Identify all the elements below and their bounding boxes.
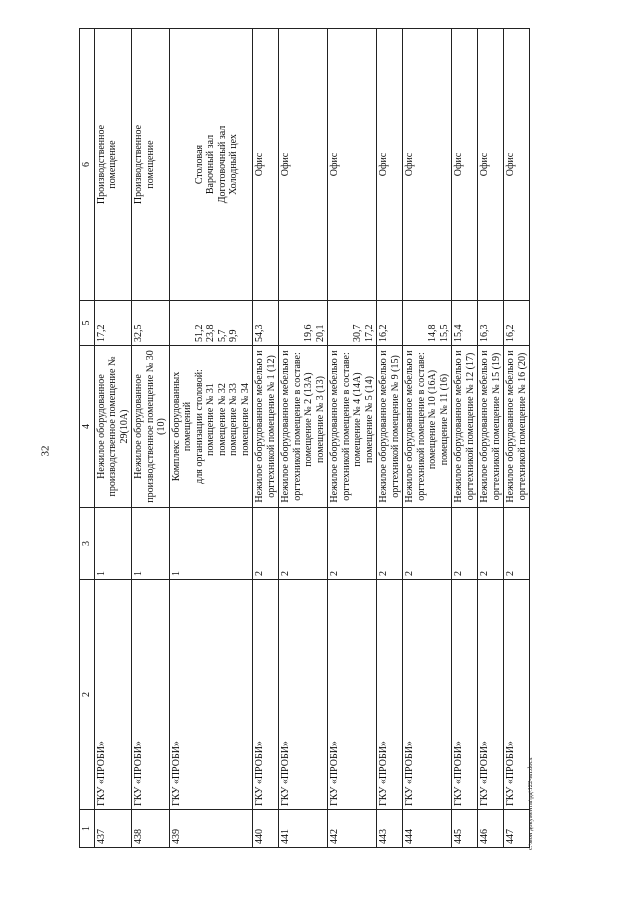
header-cell-1: 1: [80, 810, 95, 848]
organization-name: ГКУ «ПРОБИ»: [280, 741, 291, 806]
floor-value: 2: [479, 571, 490, 576]
row-number-cell: [452, 810, 478, 848]
floor-cell: [478, 508, 504, 580]
description-cell: [253, 346, 279, 508]
area-value: 17,2: [95, 324, 107, 342]
description-line: оргтехникой помещение в составе:: [340, 352, 352, 501]
description-line: оргтехникой помещение № 16 (20): [516, 352, 528, 501]
page-number: 32: [39, 445, 52, 457]
description-line: производственное помещение № 29(10А): [107, 356, 130, 497]
description-line: помещение № 10 (16А): [427, 369, 438, 470]
organization-cell: [403, 580, 452, 810]
description-line: оргтехникой помещение № 15 (19): [490, 352, 502, 501]
description-line: Нежилое оборудованное мебелью и: [505, 350, 516, 503]
organization-name: ГКУ «ПРОБИ»: [329, 741, 340, 806]
table-row: [504, 29, 530, 848]
table-row: [452, 29, 478, 848]
description-line: помещение № 5 (14): [363, 376, 375, 463]
purpose-line: Холодный цех: [228, 134, 239, 195]
organization-name: ГКУ «ПРОБИ»: [505, 741, 516, 806]
floor-value: 1: [170, 571, 182, 576]
table-row: [253, 29, 279, 848]
floor-cell: [279, 508, 328, 580]
organization-name: ГКУ «ПРОБИ»: [95, 741, 107, 806]
area-value: 30,7: [352, 324, 363, 342]
row-number-cell: [132, 810, 170, 848]
purpose-line: Офис: [254, 152, 265, 177]
area-value: 16,2: [378, 324, 389, 342]
area-value: 14,8: [427, 324, 438, 342]
floor-cell: [132, 508, 170, 580]
row-number-cell: [478, 810, 504, 848]
row-number: 440: [254, 829, 265, 844]
row-number: 441: [280, 829, 291, 844]
description-line: Комплекс оборудованных помещений: [170, 371, 193, 482]
purpose-line: Офис: [505, 152, 516, 177]
purpose-cell: [169, 29, 253, 301]
description-line: Нежилое оборудованное мебелью и: [280, 350, 291, 503]
description-line: помещение № 33: [228, 383, 239, 456]
floor-cell: [94, 508, 132, 580]
spacer: [280, 304, 292, 342]
purpose-line: Производственное: [95, 124, 107, 205]
area-cell: [328, 301, 377, 346]
description-cell: [132, 346, 170, 508]
purpose-line: Доготовочный зал: [216, 125, 228, 204]
organization-cell: [94, 580, 132, 810]
description-line: Нежилое оборудованное мебелью и: [479, 350, 490, 503]
organization-cell: [504, 580, 530, 810]
row-number-cell: [94, 810, 132, 848]
description-line: производственное помещение № 30: [144, 350, 156, 503]
purpose-cell: [478, 29, 504, 301]
header-cell-4: 4: [80, 346, 95, 508]
description-cell: [328, 346, 377, 508]
organization-name: ГКУ «ПРОБИ»: [453, 741, 464, 806]
spacer: [416, 304, 428, 342]
description-cell: [452, 346, 478, 508]
description-cell: [504, 346, 530, 508]
floor-value: 1: [133, 571, 144, 576]
table-body: [94, 29, 530, 848]
organization-cell: [132, 580, 170, 810]
area-cell: [253, 301, 279, 346]
description-line: (10): [156, 418, 167, 435]
organization-cell: [169, 580, 253, 810]
area-cell: [403, 301, 452, 346]
purpose-cell: [377, 29, 403, 301]
floor-value: 2: [329, 571, 340, 576]
area-cell: [279, 301, 328, 346]
organization-cell: [328, 580, 377, 810]
header-cell-6: 6: [80, 29, 95, 301]
description-line: оргтехникой помещение № 9 (15): [389, 355, 401, 498]
description-cell: [377, 346, 403, 508]
description-line: оргтехникой помещение в составе:: [415, 352, 427, 501]
area-value: 20,1: [314, 324, 326, 342]
organization-cell: [253, 580, 279, 810]
area-cell: [132, 301, 170, 346]
area-value: 15,5: [438, 324, 450, 342]
description-cell: [279, 346, 328, 508]
description-line: помещение № 3 (13): [314, 376, 326, 463]
description-line: оргтехникой помещение № 12 (17): [464, 352, 476, 501]
area-value: 16,3: [479, 324, 490, 342]
table-row: [478, 29, 504, 848]
floor-value: 2: [378, 571, 389, 576]
purpose-line: Офис: [280, 152, 291, 177]
floor-cell: [328, 508, 377, 580]
spacer: [292, 304, 304, 342]
description-line: оргтехникой помещение № 1 (12): [265, 355, 277, 498]
area-value: 19,6: [303, 324, 314, 342]
spacer: [404, 304, 416, 342]
floor-value: 2: [453, 571, 464, 576]
description-line: Нежилое оборудованное: [133, 374, 144, 479]
header-cell-2: 2: [80, 580, 95, 810]
floor-cell: [452, 508, 478, 580]
floor-cell: [253, 508, 279, 580]
description-line: помещение № 11 (16): [438, 373, 450, 466]
organization-cell: [452, 580, 478, 810]
floor-cell: [403, 508, 452, 580]
table-row: [403, 29, 452, 848]
area-cell: [452, 301, 478, 346]
purpose-line: Офис: [329, 152, 340, 177]
table-row: [132, 29, 170, 848]
area-cell: [94, 301, 132, 346]
description-line: помещение № 32: [216, 383, 228, 456]
purpose-cell: [403, 29, 452, 301]
description-line: Нежилое оборудованное мебелью и: [254, 350, 265, 503]
row-number: 447: [505, 829, 516, 844]
table-row: [94, 29, 132, 848]
description-line: помещение № 31: [205, 383, 216, 456]
table-row: [377, 29, 403, 848]
description-line: Нежилое оборудованное мебелью и: [378, 350, 389, 503]
floor-cell: [169, 508, 253, 580]
purpose-cell: [328, 29, 377, 301]
purpose-line: Офис: [479, 152, 490, 177]
table-header-row: [80, 29, 95, 848]
spacer: [341, 304, 353, 342]
purpose-cell: [279, 29, 328, 301]
purpose-cell: [452, 29, 478, 301]
organization-name: ГКУ «ПРОБИ»: [479, 741, 490, 806]
spacer: [329, 304, 341, 342]
premises-table: [79, 28, 530, 848]
area-cell: [377, 301, 403, 346]
area-value: 51,2: [193, 324, 205, 342]
purpose-cell: [94, 29, 132, 301]
area-value: 15,4: [453, 324, 464, 342]
row-number-cell: [328, 810, 377, 848]
floor-value: 2: [404, 571, 415, 576]
row-number: 445: [453, 829, 464, 844]
organization-name: ГКУ «ПРОБИ»: [133, 741, 144, 806]
spacer: [182, 304, 194, 342]
purpose-cell: [253, 29, 279, 301]
description-line: помещение № 2 (13А): [303, 372, 314, 467]
floor-cell: [377, 508, 403, 580]
floor-value: 1: [95, 571, 107, 576]
table-row: [169, 29, 253, 848]
description-cell: [403, 346, 452, 508]
purpose-line: помещение: [144, 140, 156, 189]
spacer: [182, 32, 194, 297]
organization-name: ГКУ «ПРОБИ»: [378, 741, 389, 806]
area-cell: [504, 301, 530, 346]
row-number: 444: [404, 829, 415, 844]
area-value: 54,3: [254, 324, 265, 342]
description-cell: [478, 346, 504, 508]
description-line: оргтехникой помещение в составе:: [291, 352, 303, 501]
row-number-cell: [169, 810, 253, 848]
purpose-line: Столовая: [193, 144, 205, 185]
description-line: Нежилое оборудованное мебелью и: [329, 350, 340, 503]
purpose-line: Офис: [378, 152, 389, 177]
area-cell: [169, 301, 253, 346]
area-value: 17,2: [363, 324, 375, 342]
area-cell: [478, 301, 504, 346]
description-cell: [169, 346, 253, 508]
table-row: [279, 29, 328, 848]
row-number-cell: [504, 810, 530, 848]
area-value: 32,5: [133, 324, 144, 342]
header-cell-3: 3: [80, 508, 95, 580]
row-number-cell: [403, 810, 452, 848]
purpose-line: Офис: [453, 152, 464, 177]
purpose-line: Производственное: [133, 124, 144, 205]
purpose-line: помещение: [107, 140, 118, 189]
organization-cell: [478, 580, 504, 810]
row-number-cell: [253, 810, 279, 848]
area-value: 9,9: [228, 329, 239, 342]
footer-file-path: c:\мои документы\рд\122-ип.docx: [527, 757, 534, 850]
row-number: 446: [479, 829, 490, 844]
purpose-line: Офис: [404, 152, 415, 177]
description-line: для организации столовой:: [193, 369, 205, 484]
purpose-line: Варочный зал: [205, 134, 216, 195]
description-line: Нежилое оборудованное мебелью и: [453, 350, 464, 503]
spacer: [171, 32, 183, 297]
floor-value: 2: [280, 571, 291, 576]
spacer: [171, 304, 183, 342]
purpose-cell: [504, 29, 530, 301]
header-cell-5: 5: [80, 301, 95, 346]
row-number-cell: [377, 810, 403, 848]
area-value: 23,8: [205, 324, 216, 342]
row-number: 442: [329, 829, 340, 844]
area-value: 5,7: [216, 329, 228, 342]
description-line: помещение № 4 (14А): [352, 372, 363, 467]
table-row: [328, 29, 377, 848]
description-line: помещение № 34: [239, 383, 251, 456]
organization-cell: [279, 580, 328, 810]
row-number: 443: [378, 829, 389, 844]
floor-cell: [504, 508, 530, 580]
description-line: Нежилое оборудованное: [95, 374, 107, 479]
organization-cell: [377, 580, 403, 810]
row-number: 439: [170, 829, 182, 844]
row-number-cell: [279, 810, 328, 848]
row-number: 438: [133, 829, 144, 844]
organization-name: ГКУ «ПРОБИ»: [254, 741, 265, 806]
rotated-table-container: [79, 29, 635, 848]
description-line: Нежилое оборудованное мебелью и: [404, 350, 415, 503]
floor-value: 2: [254, 571, 265, 576]
organization-name: ГКУ «ПРОБИ»: [170, 741, 182, 806]
row-number: 437: [95, 829, 107, 844]
description-cell: [94, 346, 132, 508]
floor-value: 2: [505, 571, 516, 576]
organization-name: ГКУ «ПРОБИ»: [404, 741, 415, 806]
area-value: 16,2: [505, 324, 516, 342]
purpose-cell: [132, 29, 170, 301]
